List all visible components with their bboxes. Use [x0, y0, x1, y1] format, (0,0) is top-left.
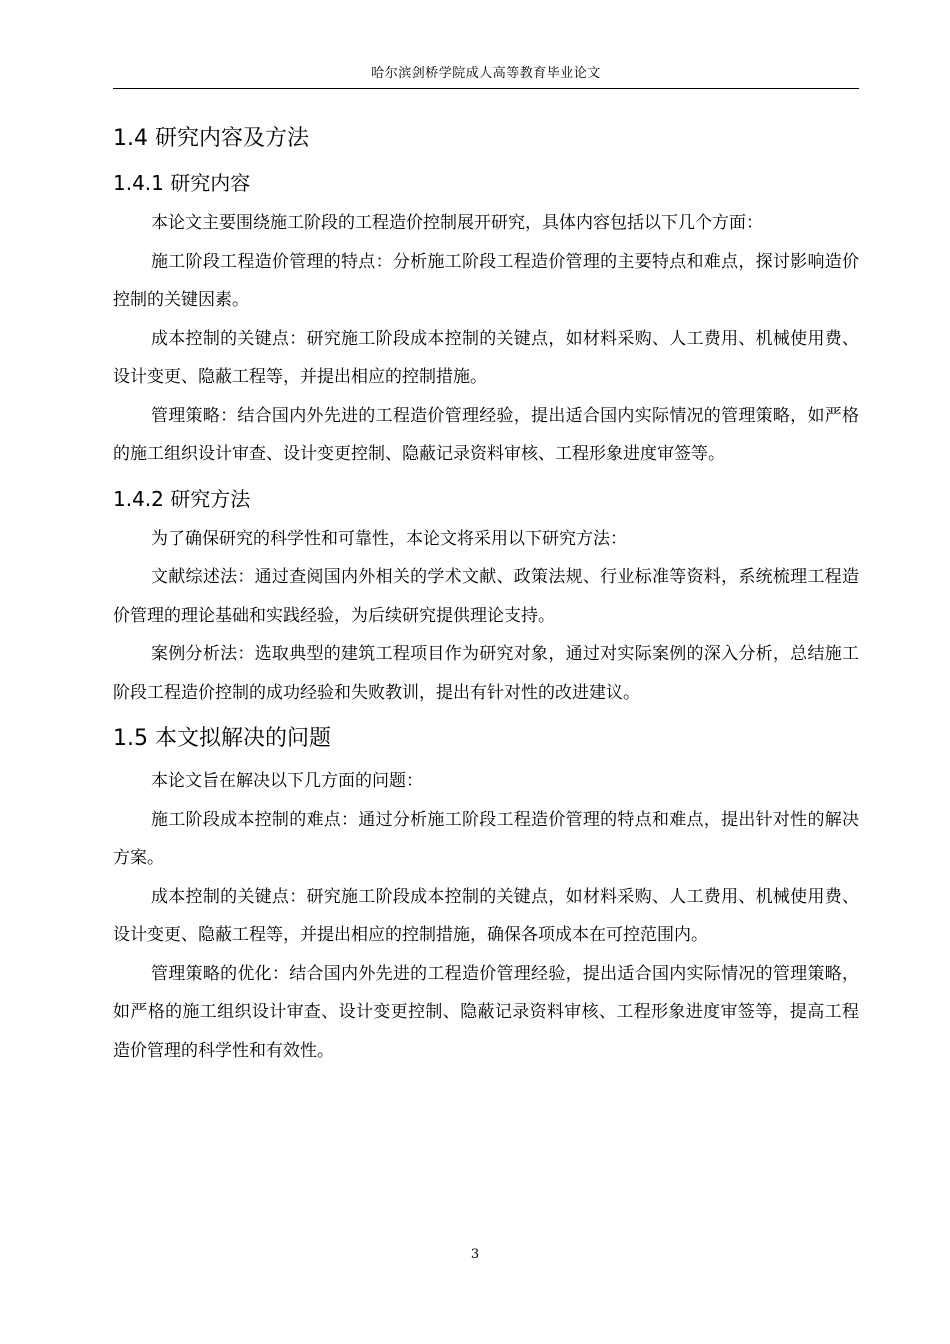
page-body: [113, 120, 859, 1070]
paragraph: 本论文主要围绕施工阶段的工程造价控制展开研究，具体内容包括以下几个方面：: [151, 213, 763, 233]
subsection-heading-1-4-1: 1.4.1 研究内容: [113, 171, 251, 195]
subsection-heading-1-4-2: 1.4.2 研究方法: [113, 486, 251, 511]
running-header: 哈尔滨剑桥学院成人高等教育毕业论文: [371, 66, 601, 81]
paragraph: 施工阶段工程造价管理的特点：分析施工阶段工程造价管理的主要特点和难点，探讨影响造价控制的关键因素。: [113, 251, 859, 310]
paragraph: 成本控制的关键点：研究施工阶段成本控制的关键点，如材料采购、人工费用、机械使用费、设计变更、隐蔽工程等，并提出相应的控制措施，确保各项成本在可控范围内。: [113, 886, 859, 945]
paragraph: 管理策略的优化：结合国内外先进的工程造价管理经验，提出适合国内实际情况的管理策略，如严格的施工组织设计审查、设计变更控制、隐蔽记录资料审核、工程形象进度审签等，提高工程造价管理的科学性和有效性。: [113, 963, 859, 1061]
paragraph: 本论文旨在解决以下几方面的问题：: [151, 771, 423, 791]
paragraph: 案例分析法：选取典型的建筑工程项目作为研究对象，通过对实际案例的深入分析，总结施工阶段工程造价控制的成功经验和失败教训，提出有针对性的改进建议。: [113, 644, 859, 703]
paragraph: 文献综述法：通过查阅国内外相关的学术文献、政策法规、行业标准等资料，系统梳理工程造价管理的理论基础和实践经验，为后续研究提供理论支持。: [113, 567, 859, 626]
paragraph: 施工阶段成本控制的难点：通过分析施工阶段工程造价管理的特点和难点，提出针对性的解决方案。: [113, 809, 859, 868]
page-number: 3: [470, 1247, 480, 1262]
paragraph: 成本控制的关键点：研究施工阶段成本控制的关键点，如材料采购、人工费用、机械使用费、设计变更、隐蔽工程等，并提出相应的控制措施。: [113, 328, 859, 387]
paragraph: 管理策略：结合国内外先进的工程造价管理经验，提出适合国内实际情况的管理策略，如严格的施工组织设计审查、设计变更控制、隐蔽记录资料审核、工程形象进度审签等。: [113, 405, 859, 464]
section-heading-1-5: 1.5 本文拟解决的问题: [113, 726, 331, 751]
section-heading-1-4: 1.4 研究内容及方法: [113, 126, 309, 151]
header-divider: [113, 88, 859, 89]
paragraph: 为了确保研究的科学性和可靠性，本论文将采用以下研究方法：: [151, 528, 627, 549]
